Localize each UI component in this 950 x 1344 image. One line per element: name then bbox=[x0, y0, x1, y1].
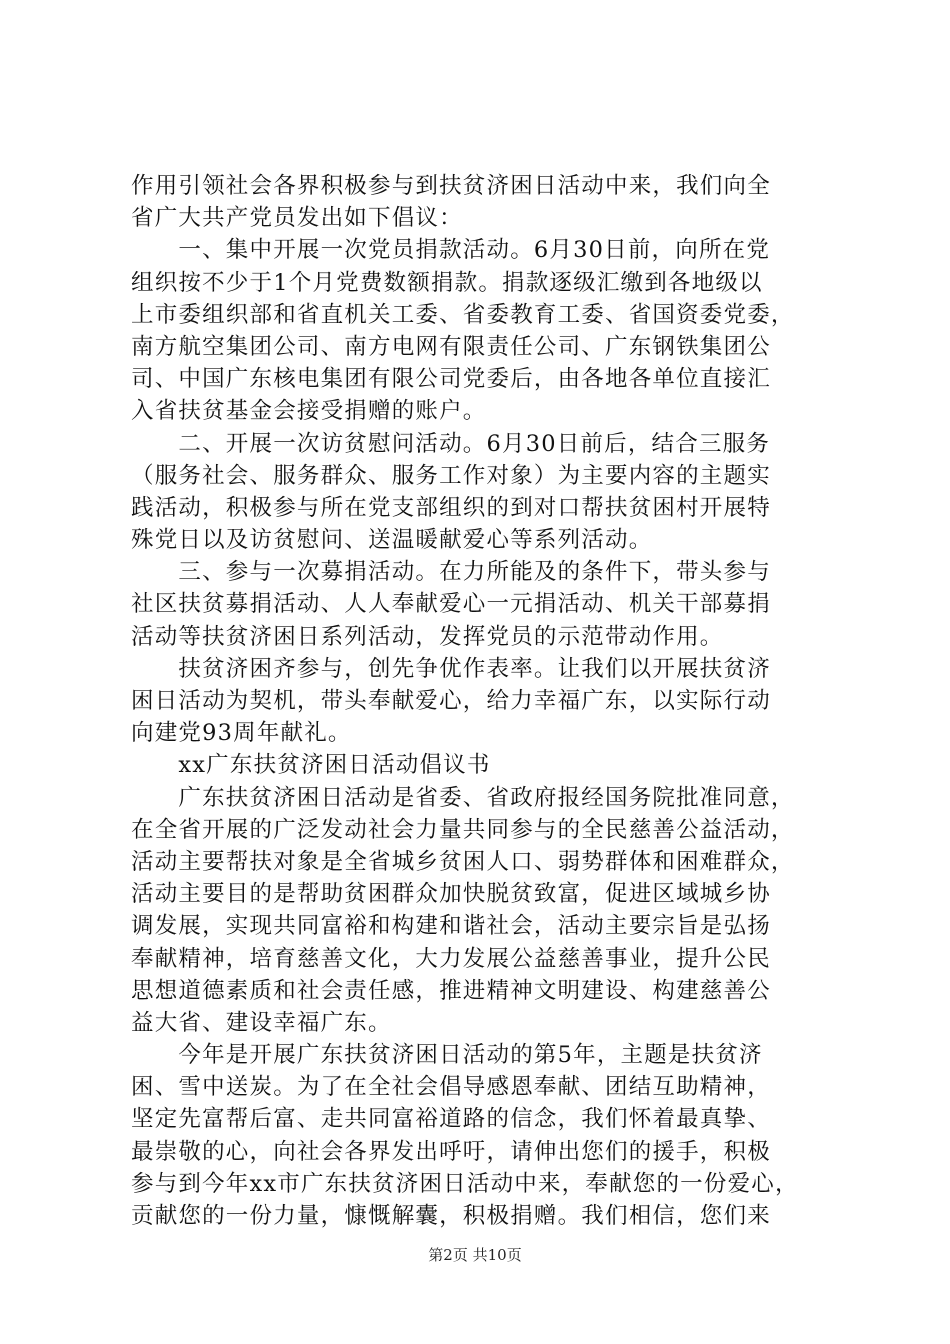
text-line: 坚定先富帮后富、走共同富裕道路的信念，我们怀着最真挚、 bbox=[131, 1106, 771, 1133]
text-line: 奉献精神，培育慈善文化，大力发展公益慈善事业，提升公民 bbox=[131, 945, 771, 972]
page-footer: 第2页 共10页 bbox=[428, 1246, 522, 1264]
text-line: 入省扶贫基金会接受捐赠的账户。 bbox=[131, 398, 487, 425]
text-line: 最崇敬的心，向社会各界发出呼吁，请伸出您们的援手，积极 bbox=[131, 1138, 771, 1165]
text-line: 贡献您的一份力量，慷慨解囊，积极捐赠。我们相信，您们来 bbox=[131, 1203, 771, 1229]
text-line: 上市委组织部和省直机关工委、省委教育工委、省国资委党委， bbox=[131, 301, 795, 328]
text-line: 社区扶贫募捐活动、人人奉献爱心一元捐活动、机关干部募捐 bbox=[131, 591, 771, 618]
text-line: 困、雪中送炭。为了在全社会倡导感恩奉献、团结互助精神， bbox=[131, 1074, 771, 1101]
text-line: 活动主要目的是帮助贫困群众加快脱贫致富，促进区域城乡协 bbox=[131, 881, 771, 908]
text-line: 今年是开展广东扶贫济困日活动的第5年，主题是扶贫济 bbox=[131, 1042, 763, 1069]
text-line: 作用引领社会各界积极参与到扶贫济困日活动中来，我们向全 bbox=[131, 173, 771, 199]
text-line: 践活动，积极参与所在党支部组织的到对口帮扶贫困村开展特 bbox=[131, 494, 771, 521]
text-line: 二、开展一次访贫慰问活动。6月30日前后，结合三服务 bbox=[131, 430, 771, 457]
text-line: 广东扶贫济困日活动是省委、省政府报经国务院批准同意， bbox=[131, 784, 795, 811]
text-line: 思想道德素质和社会责任感，推进精神文明建设、构建慈善公 bbox=[131, 977, 771, 1004]
text-line: 南方航空集团公司、南方电网有限责任公司、广东钢铁集团公 bbox=[131, 333, 771, 360]
text-line: 活动等扶贫济困日系列活动，发挥党员的示范带动作用。 bbox=[131, 623, 724, 650]
text-line: 殊党日以及访贫慰问、送温暖献爱心等系列活动。 bbox=[131, 527, 653, 554]
text-line: 司、中国广东核电集团有限公司党委后，由各地各单位直接汇 bbox=[131, 366, 771, 393]
text-line: 扶贫济困齐参与，创先争优作表率。让我们以开展扶贫济 bbox=[131, 655, 771, 682]
text-line: 省广大共产党员发出如下倡议： bbox=[131, 205, 463, 232]
text-line: 在全省开展的广泛发动社会力量共同参与的全民慈善公益活动， bbox=[131, 816, 795, 843]
text-line: 一、集中开展一次党员捐款活动。6月30日前，向所在党 bbox=[131, 237, 771, 264]
text-line: xx广东扶贫济困日活动倡议书 bbox=[131, 752, 491, 779]
text-line: 困日活动为契机，带头奉献爱心，给力幸福广东，以实际行动 bbox=[131, 688, 771, 714]
text-line: 向建党93周年献礼。 bbox=[131, 720, 352, 747]
text-line: 活动主要帮扶对象是全省城乡贫困人口、弱势群体和困难群众， bbox=[131, 848, 795, 875]
text-line: 组织按不少于1个月党费数额捐款。捐款逐级汇缴到各地级以 bbox=[131, 269, 763, 296]
text-line: 调发展，实现共同富裕和构建和谐社会，活动主要宗旨是弘扬 bbox=[131, 913, 771, 940]
text-line: 三、参与一次募捐活动。在力所能及的条件下，带头参与 bbox=[131, 559, 771, 586]
body-text bbox=[131, 170, 831, 1232]
text-line: 参与到今年xx市广东扶贫济困日活动中来，奉献您的一份爱心， bbox=[131, 1170, 799, 1197]
text-line: 益大省、建设幸福广东。 bbox=[131, 1009, 392, 1036]
text-line: （服务社会、服务群众、服务工作对象）为主要内容的主题实 bbox=[131, 462, 771, 489]
